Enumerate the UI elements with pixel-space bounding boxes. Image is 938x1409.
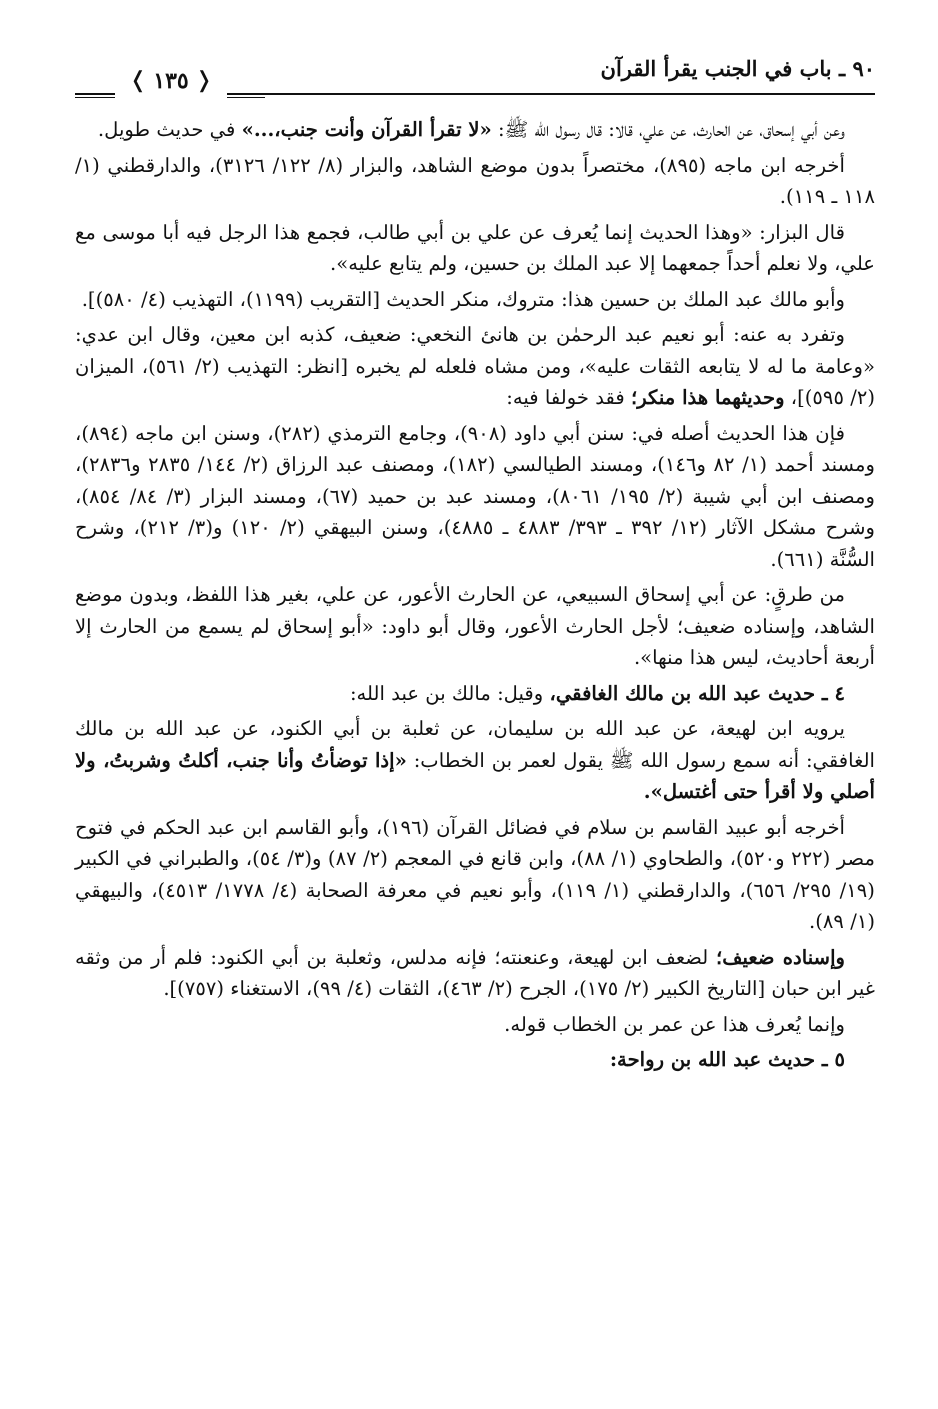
page-header (75, 52, 875, 100)
section-heading-5: ٥ ـ حديث عبد الله بن رواحة: (609, 1048, 845, 1071)
paragraph-12: وإنما يُعرف هذا عن عمر بن الخطاب قوله. (504, 1012, 845, 1036)
paragraph-4: وأبو مالك عبد الملك بن حسين هذا: متروك، منكر الحديث [التقريب (١١٩٩)، التهذيب (٤/ ٥٨٠)]. (81, 287, 845, 311)
paragraph-1: وعن أبي إسحاق، عن الحارث، عن علي، قالا: قال رسول الله ﷺ: «لا تقرأ القرآن وأنت جنب،...» في حديث طويل. (97, 118, 845, 141)
paragraph-7: من طرقٍ: عن أبي إسحاق السبيعي، عن الحارث الأعور، عن علي، بغير هذا اللفظ، وبدون موضع الشاهد، وإسناده ضعيف؛ لأجل الحارث الأعور، وقال أبو داود: «أبو إسحاق لم يسمع من الحارث إلا أربعة أحاديث، ليس هذا منها». (75, 583, 875, 669)
page-number: ١٣٥ (153, 68, 189, 94)
paragraph-9: يرويه ابن لهيعة، عن عبد الله بن سليمان، عن ثعلبة بن أبي الكنود، عن عبد الله بن مالك الغافقي: أنه سمع رسول الله ﷺ يقول لعمر بن الخطاب: «إذا توضأتُ وأنا جنب، أكلتُ وشربتُ، ولا أصلي ولا أقرأ حتى أغتسل». (75, 717, 875, 803)
ornament-right-icon: ❬ (194, 68, 214, 93)
page-number-frame (115, 64, 227, 98)
paragraph-10: أخرجه أبو عبيد القاسم بن سلام في فضائل القرآن (١٩٦)، وأبو القاسم ابن عبد الحكم في فتوح مصر (٢٢٢ و٥٢٠)، والطحاوي (١/ ٨٨)، وابن قانع في المعجم (٢/ ٨٧) و(٣/ ٥٤)، والطبراني في الكبير (١٩/ ٢٩٥/ ٦٥٦)، والدارقطني (١/ ١١٩)، وأبو نعيم في معرفة الصحابة (٤/ ١٧٧٨/ ٤٥١٣)، والبيهقي (١/ ٨٩). (75, 815, 876, 933)
body-text (75, 114, 875, 1076)
section-heading-4: ٤ ـ حديث عبد الله بن مالك الغافقي، وقيل: مالك بن عبد الله: (349, 681, 845, 705)
paragraph-11: وإسناده ضعيف؛ لضعف ابن لهيعة، وعنعنته؛ فإنه مدلس، وثعلبة بن أبي الكنود: فلم أر من وثقه غير ابن حبان [التاريخ الكبير (٢/ ١٧٥)، الجرح (٢/ ٤٦٣)، الثقات (٤/ ٩٩)، الاستغناء (٧٥٧)]. (75, 945, 875, 1000)
chapter-title: ٩٠ ـ باب في الجنب يقرأ القرآن (600, 56, 875, 81)
paragraph-3: قال البزار: «وهذا الحديث إنما يُعرف عن علي بن أبي طالب، فجمع هذا الرجل فيه أبا موسى مع علي، ولا نعلم أحداً جمعهما إلا عبد الملك بن حسين، ولم يتابع عليه». (75, 220, 875, 275)
paragraph-2: أخرجه ابن ماجه (٨٩٥)، مختصراً بدون موضع الشاهد، والبزار (٨/ ١٢٢/ ٣١٢٦)، والدارقطني (١/ ١١٨ ـ ١١٩). (75, 153, 875, 208)
paragraph-5: وتفرد به عنه: أبو نعيم عبد الرحمٰن بن هانئ النخعي: ضعيف، كذبه ابن معين، وقال ابن عدي: «وعامة ما له لا يتابعه الثقات عليه»، ومن مشاه فلعله لم يخبره [انظر: التهذيب (٢/ ٥٦١)، الميزان (٢/ ٥٩٥)]، وحديثهما هذا منكر؛ فقد خولفا فيه: (75, 323, 875, 409)
paragraph-6: فإن هذا الحديث أصله في: سنن أبي داود (٩٠٨)، وجامع الترمذي (٢٨٢)، وسنن ابن ماجه (٨٩٤)، ومسند أحمد (١/ ٨٢ و١٤٦)، ومسند الطيالسي (١٨٢)، ومصنف عبد الرزاق (٢/ ١٤٤/ ٢٨٣٥ و٢٨٣٦)، ومصنف ابن أبي شيبة (٢/ ١٩٥/ ٨٠٦١)، ومسند عبد بن حميد (٦٧)، ومسند البزار (٣/ ٨٤/ ٨٥٤)، وشرح مشكل الآثار (١٢/ ٣٩٢ ـ ٣٩٣/ ٤٨٨٣ ـ ٤٨٨٥)، وسنن البيهقي (٢/ ١٢٠) و(٣/ ٢١٢)، وشرح السُّنَّة (٦٦١). (75, 421, 875, 571)
page (75, 52, 875, 1382)
ornament-left-icon: ❭ (128, 68, 148, 93)
